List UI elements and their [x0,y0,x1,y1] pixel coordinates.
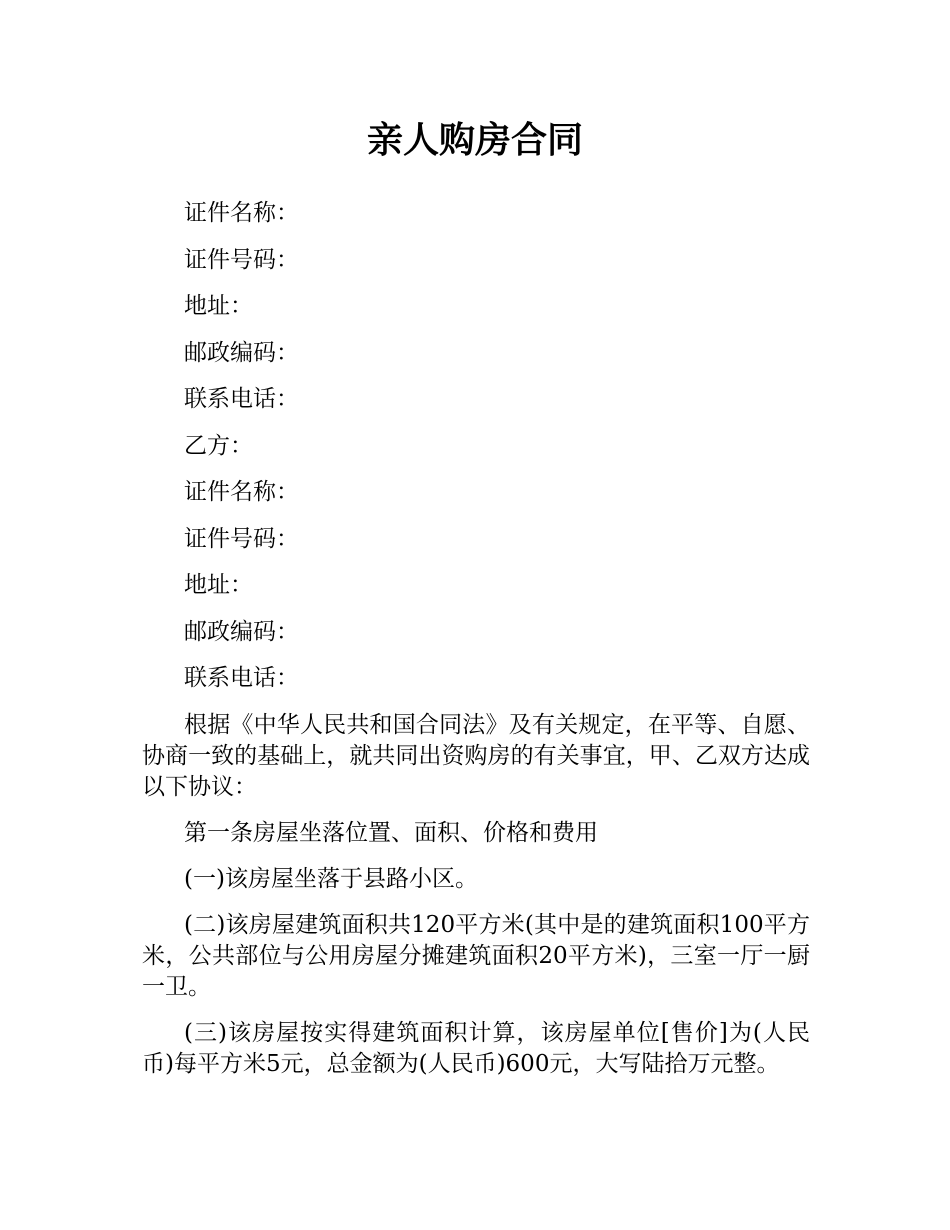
clause-1: (一)该房屋坐落于县路小区。 [184,865,478,892]
party-a-id-number: 证件号码： [184,246,299,273]
party-a-phone: 联系电话： [184,386,299,412]
party-a-postal-code: 邮政编码： [184,339,299,366]
article-1-heading: 第一条房屋坐落位置、面积、价格和费用 [184,819,598,846]
party-b-address: 地址： [184,572,253,598]
party-b-postal-code: 邮政编码： [184,618,299,645]
party-b-id-type: 证件名称： [184,479,299,505]
party-a-id-type: 证件名称： [184,200,299,226]
party-b-label: 乙方： [184,432,253,459]
document-body [142,198,810,1095]
document-title: 亲人购房合同 [366,120,583,161]
party-b-phone: 联系电话： [184,665,299,691]
party-a-address: 地址： [184,293,253,319]
clause-3: (三)该房屋按实得建筑面积计算，该房屋单位[售价]为(人民币)每平方米5元，总金额为(人民币)600元，大写陆拾万元整。 [142,1019,810,1077]
clause-2: (二)该房屋建筑面积共120平方米(其中是的建筑面积100平方米，公共部位与公用房屋分摊建筑面积20平方米)，三室一厅一厨一卫。 [142,911,810,1000]
party-b-id-number: 证件号码： [184,525,299,552]
intro-paragraph: 根据《中华人民共和国合同法》及有关规定，在平等、自愿、协商一致的基础上，就共同出资购房的有关事宜，甲、乙双方达成以下协议： [142,711,810,800]
